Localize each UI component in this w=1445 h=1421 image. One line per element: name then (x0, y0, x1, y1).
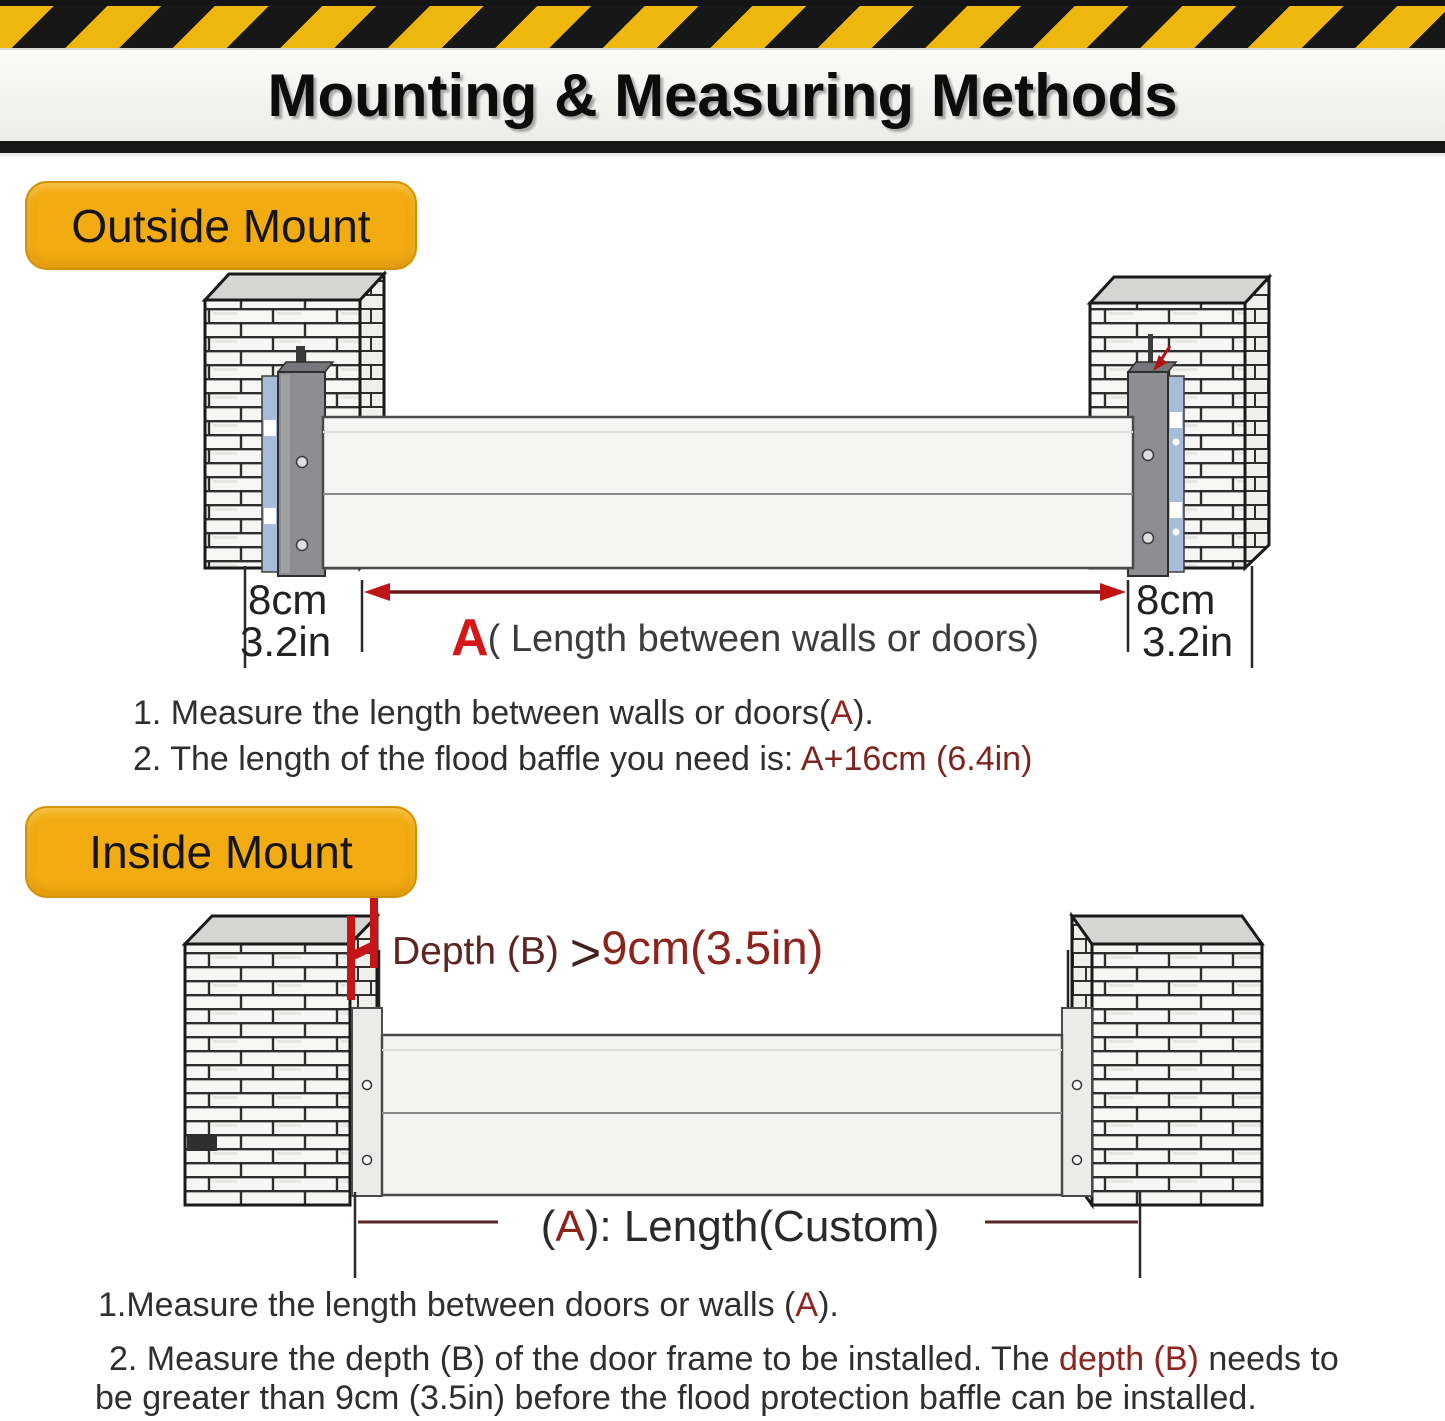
outside-instruction-1: 1. Measure the length between walls or doors(A). (133, 694, 874, 732)
inside-right-pillar (1072, 916, 1262, 1205)
length-between-walls-label: A( Length between walls or doors) (451, 609, 1039, 667)
page-title: Mounting & Measuring Methods (267, 62, 1178, 129)
inside-mount-badge (25, 806, 417, 898)
flood-barrier-outside (323, 417, 1133, 568)
length-custom-label: (A): Length(Custom) (540, 1202, 940, 1251)
outside-instruction-2: 2. The length of the flood baffle you need is: A+16cm (6.4in) (133, 740, 1033, 778)
right-offset-in-label: 3.2in (1142, 618, 1234, 665)
outside-mount-label: Outside Mount (71, 199, 371, 252)
outside-mount-badge (25, 181, 417, 270)
left-offset-in-label: 3.2in (240, 618, 332, 665)
length-arrow (364, 583, 1126, 601)
inside-instruction-1: 1.Measure the length between doors or walls (A). (98, 1286, 839, 1324)
inside-mount-label: Inside Mount (89, 826, 353, 878)
depth-label: Depth (B) >9cm(3.5in) (392, 921, 824, 983)
flood-barrier-inside (382, 1035, 1062, 1195)
inside-instruction-2: 2. Measure the depth (B) of the door frame to be installed. The depth (B) needs to be greater than 9cm (3.5in) before the flood protection baffle can be installed. (95, 1340, 1339, 1418)
left-offset-cm-label: 8cm (248, 576, 328, 623)
right-offset-cm-label: 8cm (1136, 576, 1216, 623)
